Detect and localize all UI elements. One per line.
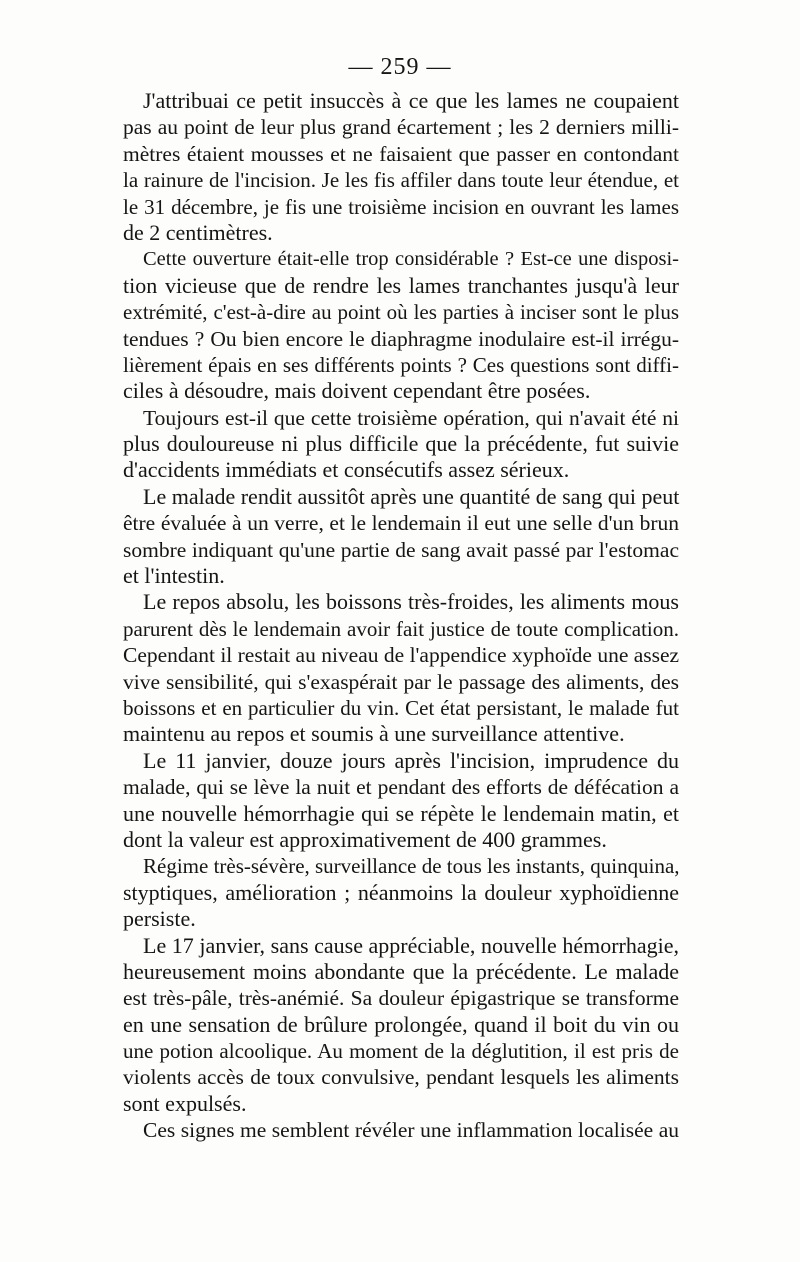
text-line: une nouvelle hémorrhagie qui se répète le lendemain matin, et <box>123 800 679 826</box>
text-line: dont la valeur est approximativement de 400 grammes. <box>123 826 607 852</box>
text-line: violents accès de toux convulsive, pendant lesquels les aliments <box>123 1065 679 1090</box>
text-line: extrémité, c'est-à-dire au point où les parties à inciser sont le plus <box>123 300 679 325</box>
text-line: vive sensibilité, qui s'exaspérait par le passage des aliments, des <box>123 669 679 694</box>
page-number: — 259 — <box>348 54 452 80</box>
text-line: Le 11 janvier, douze jours après l'incision, imprudence du <box>143 747 679 773</box>
text-line: lièrement épais en ses différents points ? Ces questions sont diffi- <box>123 352 679 377</box>
text-line: sont expulsés. <box>123 1090 247 1116</box>
text-line: maintenu au repos et soumis à une surveillance attentive. <box>123 721 625 747</box>
text-line: Le repos absolu, les boissons très-froides, les aliments mous <box>143 589 679 615</box>
text-line: être évaluée à un verre, et le lendemain il eut une selle d'un brun <box>123 511 679 536</box>
text-line: Le 17 janvier, sans cause appréciable, nouvelle hémorrhagie, <box>143 932 679 958</box>
text-line: en une sensation de brûlure prolongée, quand il boit du vin ou <box>123 1011 679 1037</box>
text-line: J'attribuai ce petit insuccès à ce que les lames ne coupaient <box>143 88 679 113</box>
text-line: une potion alcoolique. Au moment de la déglutition, il est pris de <box>123 1039 679 1064</box>
text-line: Ces signes me semblent révéler une inflammation localisée au <box>143 1118 679 1143</box>
text-line: tion vicieuse que de rendre les lames tranchantes jusqu'à leur <box>123 272 679 298</box>
text-line: d'accidents immédiats et consécutifs assez sérieux. <box>123 457 570 483</box>
text-line: styptiques, amélioration ; néanmoins la douleur xyphoïdienne <box>123 879 679 905</box>
text-line: Cependant il restait au niveau de l'appendice xyphoïde une assez <box>123 643 680 668</box>
text-line: malade, qui se lève la nuit et pendant des efforts de défécation a <box>123 775 679 800</box>
text-line: boissons et en particulier du vin. Cet état persistant, le malade fut <box>123 695 679 720</box>
text-line: plus douloureuse ni plus difficile que la précédente, fut suivie <box>123 431 679 457</box>
text-line: et l'intestin. <box>123 563 225 589</box>
text-line: Régime très-sévère, surveillance de tous les instants, quinquina, <box>143 854 680 879</box>
text-line: la rainure de l'incision. Je les fis affiler dans toute leur étendue, et <box>123 168 679 193</box>
text-line: heureusement moins abondante que la précédente. Le malade <box>123 958 679 984</box>
text-line: de 2 centimètres. <box>123 219 273 245</box>
text-line: ciles à désoudre, mais doivent cependant être posées. <box>123 378 591 404</box>
text-line: sombre indiquant qu'une partie de sang avait passé par l'estomac <box>123 537 679 562</box>
text-line: Le malade rendit aussitôt après une quantité de sang qui peut <box>143 483 680 509</box>
text-line: mètres étaient mousses et ne faisaient que passer en contondant <box>123 141 679 166</box>
text-line: parurent dès le lendemain avoir fait justice de toute complication. <box>123 616 679 641</box>
text-line: le 31 décembre, je fis une troisième incision en ouvrant les lames <box>123 194 679 219</box>
text-line: Cette ouverture était-elle trop considérable ? Est-ce une disposi- <box>143 248 679 271</box>
text-line: est très-pâle, très-anémié. Sa douleur épigastrique se transforme <box>123 986 679 1011</box>
body-text <box>123 88 679 1144</box>
text-line: persiste. <box>123 906 196 932</box>
text-line: Toujours est-il que cette troisième opération, qui n'avait été ni <box>143 405 679 430</box>
text-line: pas au point de leur plus grand écartement ; les 2 derniers milli- <box>123 115 679 140</box>
text-line: tendues ? Ou bien encore le diaphragme inodulaire est-il irrégu- <box>123 326 679 351</box>
